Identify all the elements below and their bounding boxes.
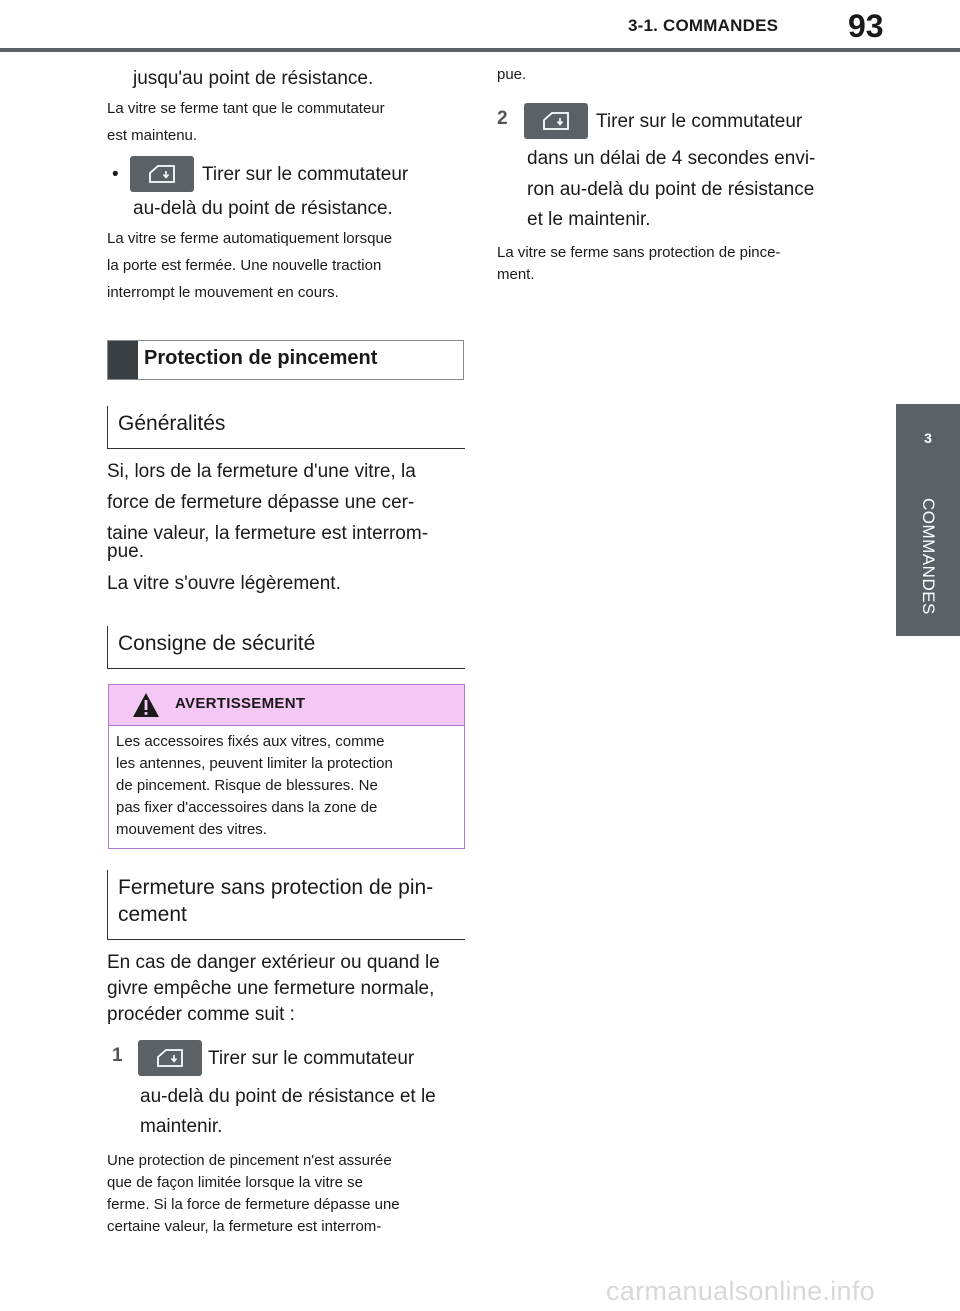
note-1-line-1: La vitre se ferme tant que le commutateur	[107, 100, 385, 117]
watermark: carmanualsonline.info	[606, 1276, 875, 1306]
subheading-generalites-text: Généralités	[118, 412, 226, 435]
note-1-line-2: est maintenu.	[107, 127, 198, 144]
gen-line-2: force de fermeture dépasse une cer-	[107, 492, 415, 513]
warning-line-5: mouvement des vitres.	[116, 821, 267, 838]
step-2-line-2: dans un délai de 4 secondes envi-	[527, 148, 816, 169]
fer-line-1: En cas de danger extérieur ou quand le	[107, 952, 440, 973]
subheading-generalites	[107, 406, 465, 449]
subheading-fermeture-line-1: Fermeture sans protection de pin-	[118, 876, 434, 899]
header-rule	[0, 48, 960, 52]
gen-line-5: La vitre s'ouvre légèrement.	[107, 573, 341, 594]
chapter-number: 3	[924, 430, 932, 446]
step-1-line-1: Tirer sur le commutateur	[208, 1048, 415, 1069]
warning-line-2: les antennes, peuvent limiter la protection	[116, 755, 393, 772]
subheading-fermeture	[107, 870, 465, 940]
window-switch-icon	[524, 103, 588, 139]
subheading-consigne-text: Consigne de sécurité	[118, 632, 316, 655]
fer-line-2: givre empêche une fermeture normale,	[107, 978, 435, 999]
note-3-line-4: certaine valeur, la fermeture est interrom-	[107, 1218, 382, 1235]
note-4-line-1: La vitre se ferme sans protection de pince-	[497, 244, 781, 261]
note-3-line-2: que de façon limitée lorsque la vitre se	[107, 1174, 363, 1191]
chapter-label: COMMANDES	[919, 498, 938, 615]
step-1-line-3: maintenir.	[140, 1116, 223, 1137]
note-3-line-1: Une protection de pincement n'est assurée	[107, 1152, 392, 1169]
note-2-line-3: interrompt le mouvement en cours.	[107, 284, 339, 301]
gen-line-4: pue.	[107, 541, 144, 562]
warning-title: AVERTISSEMENT	[175, 695, 306, 712]
bullet-line-1: Tirer sur le commutateur	[202, 164, 409, 185]
bullet-line-2: au-delà du point de résistance.	[133, 198, 393, 219]
gen-line-1: Si, lors de la fermeture d'une vitre, la	[107, 461, 416, 482]
running-header: 3-1. COMMANDES	[628, 16, 779, 35]
warning-line-4: pas fixer d'accessoires dans la zone de	[116, 799, 378, 816]
step-1-line-2: au-delà du point de résistance et le	[140, 1086, 436, 1107]
warning-line-1: Les accessoires fixés aux vitres, comme	[116, 733, 385, 750]
note-2-line-1: La vitre se ferme automatiquement lorsque	[107, 230, 393, 247]
warning-line-3: de pincement. Risque de blessures. Ne	[116, 777, 378, 794]
step-2-number: 2	[497, 108, 508, 129]
continued-line: jusqu'au point de résistance.	[133, 68, 374, 89]
fer-line-3: procéder comme suit :	[107, 1004, 295, 1025]
gen-line-3: taine valeur, la fermeture est interrom-	[107, 523, 429, 544]
section-heading-bar	[108, 341, 138, 379]
step-2-line-3: ron au-delà du point de résistance	[527, 179, 815, 200]
step-2-line-1: Tirer sur le commutateur	[596, 111, 803, 132]
note-4-line-2: ment.	[497, 266, 535, 283]
step-2-line-4: et le maintenir.	[527, 209, 651, 230]
step-1-number: 1	[112, 1045, 123, 1066]
subheading-consigne	[107, 626, 465, 669]
warning-body	[116, 731, 456, 841]
section-heading-title: Protection de pincement	[144, 347, 378, 369]
warning-triangle-icon	[131, 691, 161, 719]
right-continued: pue.	[497, 66, 527, 83]
subheading-fermeture-line-2: cement	[118, 903, 187, 926]
bullet-mark: •	[112, 164, 119, 185]
window-switch-icon	[138, 1040, 202, 1076]
warning-header	[109, 685, 464, 726]
warning-box	[108, 684, 465, 849]
note-2-line-2: la porte est fermée. Une nouvelle traction	[107, 257, 382, 274]
note-3-line-3: ferme. Si la force de fermeture dépasse une	[107, 1196, 400, 1213]
window-switch-icon	[130, 156, 194, 192]
chapter-label-container	[896, 498, 960, 618]
section-heading	[107, 340, 464, 380]
page-number: 93	[848, 8, 884, 44]
